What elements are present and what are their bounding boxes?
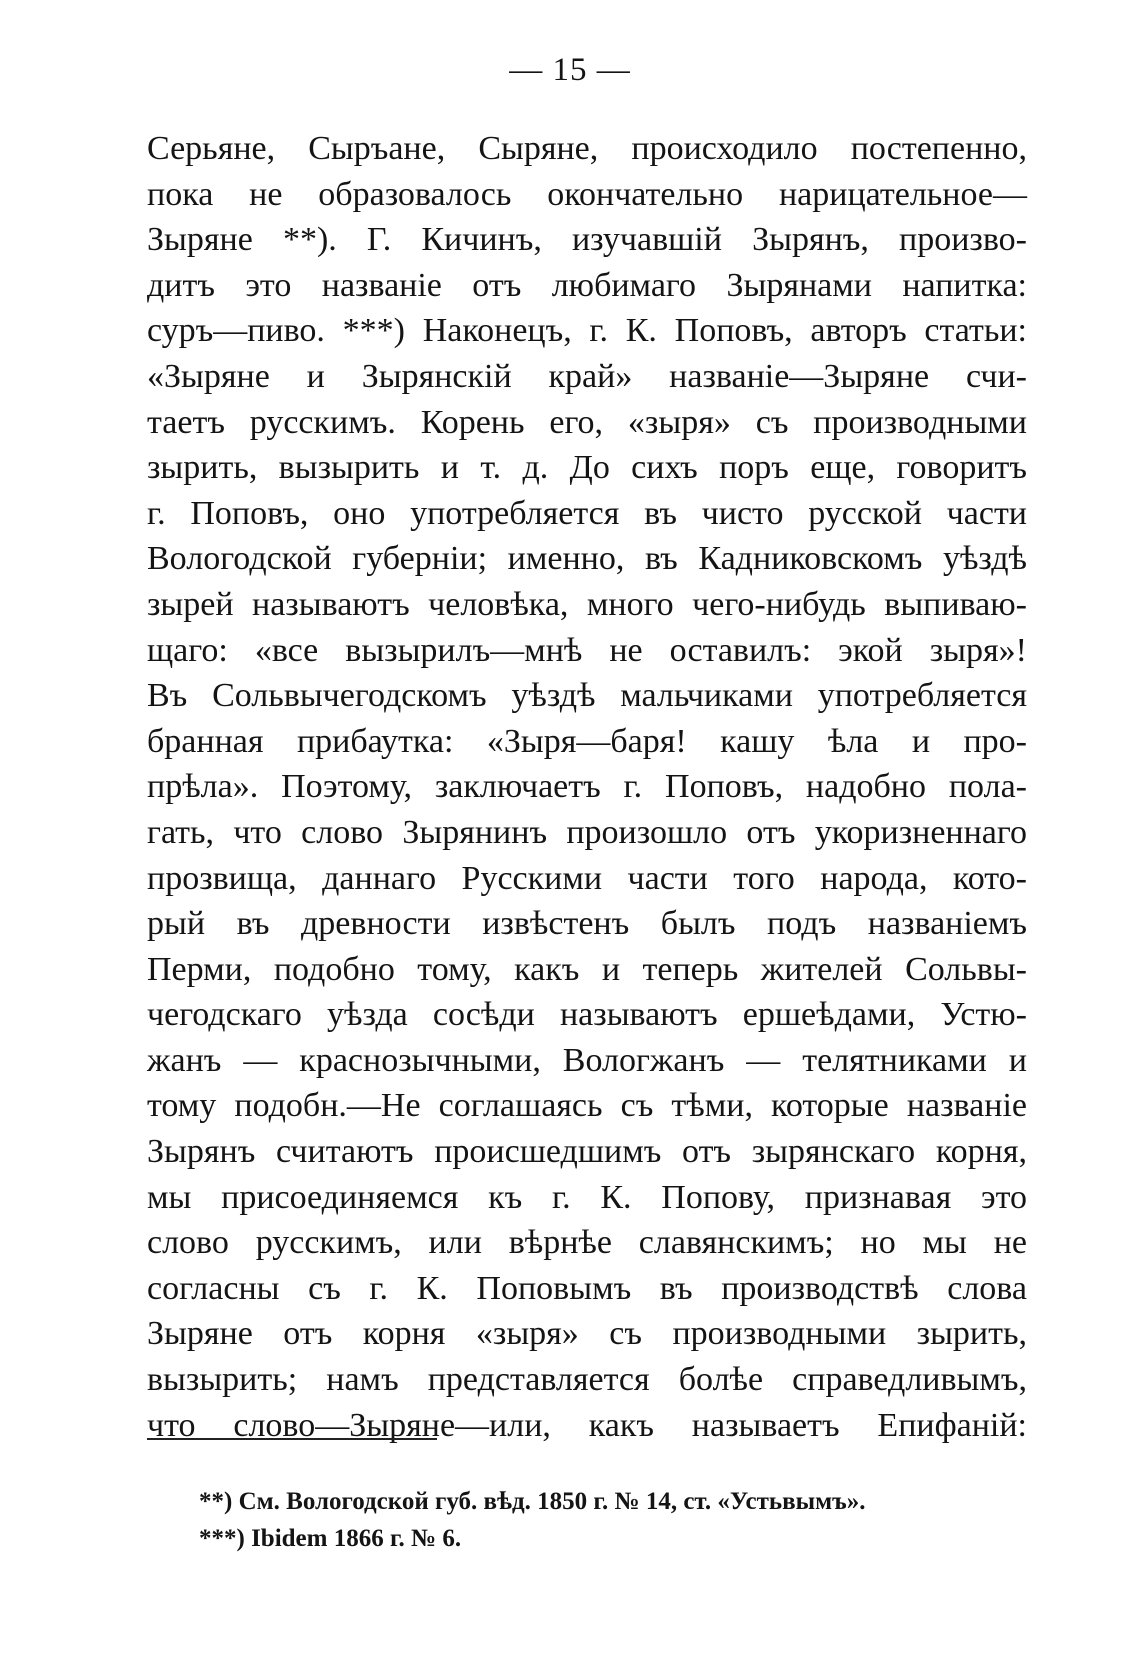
text-line: Вологодской губерніи; именно, въ Кадниковскомъ уѣздѣ [147,540,1027,578]
text-line: Въ Сольвычегодскомъ уѣздѣ мальчиками употребляется [147,677,1027,715]
text-line: жанъ — краснозычными, Вологжанъ — телятниками и [147,1041,1027,1079]
text-line: дитъ это названіе отъ любимаго Зырянами напитка: [147,266,1027,304]
text-line: вызырить; намъ представляется болѣе справедливымъ, [147,1361,1027,1399]
text-line: Зыряне отъ корня «зыря» съ производными зырить, [147,1315,1027,1353]
text-line: мы присоединяемся къ г. К. Попову, признавая это [147,1178,1027,1216]
text-line: рый въ древности извѣстенъ былъ подъ названіемъ [147,905,1027,943]
text-line: щаго: «все вызырилъ—мнѣ не оставилъ: экой зыря»! [147,631,1027,669]
main-text [147,126,1027,1448]
text-line: тому подобн.—Не соглашаясь съ тѣми, которые названіе [147,1087,1027,1125]
text-line: «Зыряне и Зырянскій край» названіе—Зыряне счи- [147,357,1027,395]
text-line: зырей называютъ человѣка, много чего-нибудь выпиваю- [147,585,1027,623]
text-line: слово русскимъ, или вѣрнѣе славянскимъ; но мы не [147,1224,1027,1262]
text-line: бранная прибаутка: «Зыря—баря! кашу ѣла и про- [147,722,1027,760]
text-line: таетъ русскимъ. Корень его, «зыря» съ производными [147,403,1027,441]
footnote: **) См. Вологодской губ. вѣд. 1850 г. № 14, ст. «Устьвымъ». [199,1488,866,1515]
text-line: Перми, подобно тому, какъ и теперь жителей Сольвы- [147,950,1027,988]
text-line: г. Поповъ, оно употребляется въ чисто русской части [147,494,1027,532]
text-line: прѣла». Поэтому, заключаетъ г. Поповъ, надобно пола- [147,768,1027,806]
text-line: согласны съ г. К. Поповымъ въ производствѣ слова [147,1269,1027,1307]
page-number: — 15 — [509,52,631,88]
footnote: ***) Ibidem 1866 г. № 6. [199,1525,462,1552]
text-line: Зыряне **). Г. Кичинъ, изучавшій Зырянъ, произво- [147,221,1027,259]
text-line: что слово—Зыряне—или, какъ называетъ Епифаній: [147,1406,1027,1444]
footnotes [199,1483,1029,1557]
text-line: пока не образовалось окончательно нарицательное— [147,175,1027,213]
footnote-divider [147,1438,437,1440]
text-line: Серьяне, Сыръане, Сыряне, происходило постепенно, [147,130,1027,167]
text-line: чегодскаго уѣзда сосѣди называютъ ершеѣдами, Устю- [147,996,1027,1034]
text-line: суръ—пиво. ***) Наконецъ, г. К. Поповъ, авторъ статьи: [147,312,1027,350]
text-line: прозвища, даннаго Русскими части того народа, кото- [147,859,1027,897]
text-line: Зырянъ считаютъ происшедшимъ отъ зырянскаго корня, [147,1133,1027,1171]
text-line: зырить, вызырить и т. д. До сихъ поръ еще, говоритъ [147,449,1027,487]
text-line: гать, что слово Зырянинъ произошло отъ укоризненнаго [147,813,1027,851]
